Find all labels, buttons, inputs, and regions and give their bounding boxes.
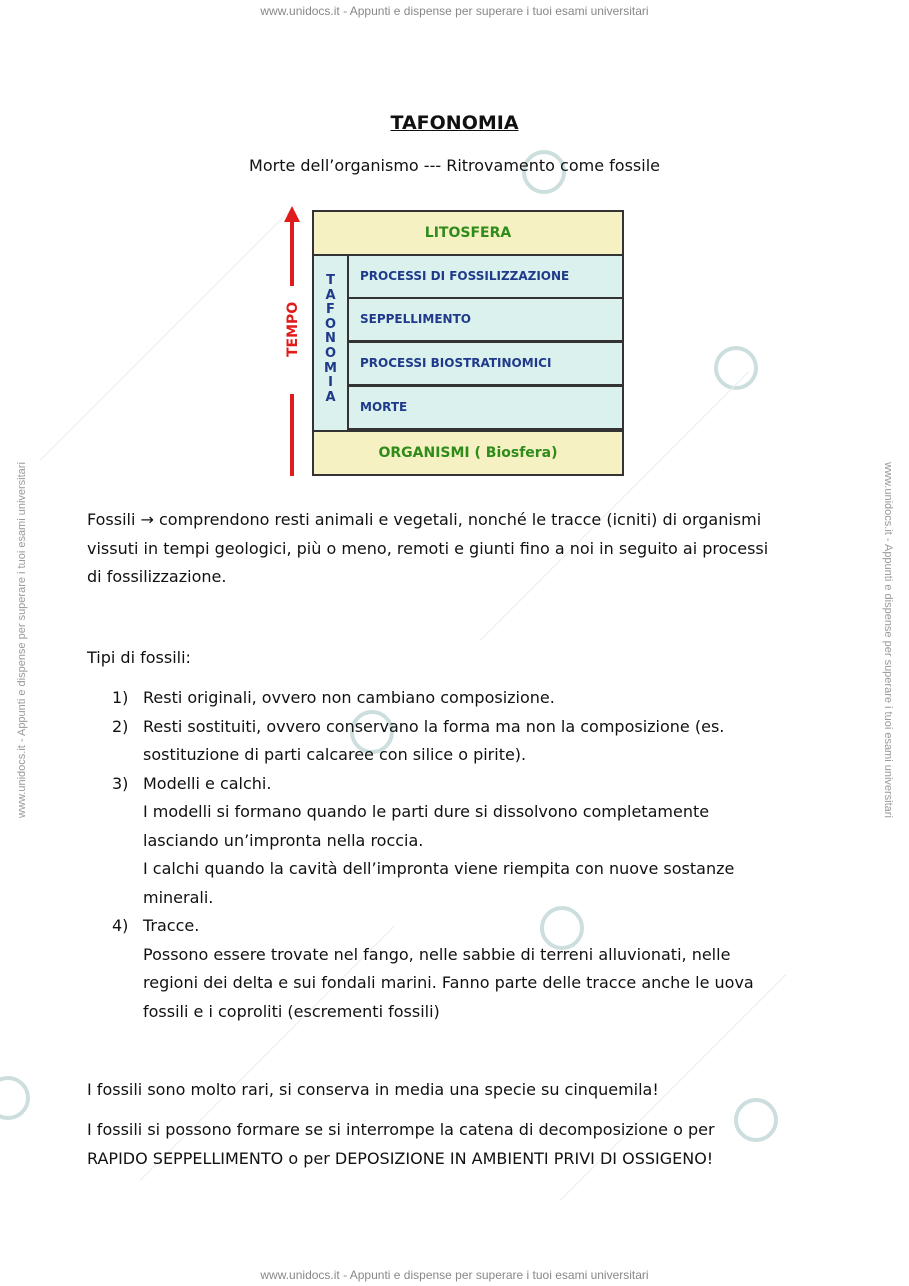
watermark-top: www.unidocs.it - Appunti e dispense per superare i tuoi esami universitari <box>260 4 649 18</box>
row-seppellimento <box>347 297 624 342</box>
text-line: vissuti in tempi geologici, più o meno, remoti e giunti fino a noi in seguito ai processi <box>87 538 769 558</box>
row-morte <box>347 385 624 430</box>
list-line: sostituzione di parti calcaree con silice o pirite). <box>143 745 527 764</box>
tafonomia-column <box>312 254 349 432</box>
litosfera-box <box>312 210 624 256</box>
list-line: Tracce. <box>143 916 200 935</box>
list-line: Modelli e calchi. <box>143 773 272 793</box>
rari-paragraph: I fossili sono molto rari, si conserva in media una specie su cinquemila! <box>87 1080 659 1099</box>
fossili-definition <box>87 506 827 592</box>
text-line: I fossili si possono formare se si interrompe la catena di decomposizione o per <box>87 1120 715 1139</box>
list-line: regioni dei delta e sui fondali marini. Fanno parte delle tracce anche le uova <box>143 973 754 992</box>
row-label: SEPPELLIMENTO <box>360 312 471 326</box>
row-label: PROCESSI BIOSTRATINOMICI <box>360 356 552 370</box>
watermark-left: www.unidocs.it - Appunti e dispense per superare i tuoi esami universitari <box>16 462 28 818</box>
tafonomia-letter: M <box>324 360 337 376</box>
row-label: MORTE <box>360 400 408 414</box>
tempo-label: TEMPO <box>285 301 301 357</box>
list-line: I modelli si formano quando le parti dure si dissolvono completamente <box>143 802 710 821</box>
organismi-label: ORGANISMI ( Biosfera) <box>378 445 558 461</box>
list-number: 3) <box>112 773 129 793</box>
list-line: Possono essere trovate nel fango, nelle sabbie di terreni alluvionati, nelle <box>143 944 731 964</box>
list-item <box>112 684 812 713</box>
row-label: PROCESSI DI FOSSILIZZAZIONE <box>360 269 570 283</box>
tafonomia-letter: O <box>324 316 337 332</box>
tafonomia-letter: O <box>324 345 337 361</box>
row-fossilizzazione <box>347 254 624 299</box>
text-line: di fossilizzazione. <box>87 567 227 586</box>
formazione-paragraph <box>87 1116 827 1173</box>
watermark-line <box>40 206 295 461</box>
row-biostratinomici <box>347 341 624 386</box>
list-number: 2) <box>112 716 129 736</box>
tafonomia-letter: A <box>325 287 336 303</box>
text-line: RAPIDO SEPPELLIMENTO o per DEPOSIZIONE IN AMBIENTI PRIVI DI OSSIGENO! <box>87 1148 714 1168</box>
list-item <box>112 713 812 770</box>
page-title: TAFONOMIA <box>390 112 519 134</box>
organismi-box <box>312 430 624 476</box>
tafonomia-letter: T <box>326 273 335 288</box>
watermark-bottom: www.unidocs.it - Appunti e dispense per superare i tuoi esami universitari <box>260 1268 649 1282</box>
watermark-right: www.unidocs.it - Appunti e dispense per superare i tuoi esami universitari <box>882 462 894 818</box>
list-line: I calchi quando la cavità dell’impronta viene riempita con nuove sostanze <box>143 859 735 878</box>
arrow-up-icon <box>284 206 300 222</box>
unidocs-logo-icon <box>0 1076 30 1120</box>
list-line: minerali. <box>143 887 214 907</box>
list-line: Resti originali, ovvero non cambiano composizione. <box>143 688 555 707</box>
page-subtitle: Morte dell’organismo --- Ritrovamento come fossile <box>249 156 660 175</box>
list-number: 1) <box>112 688 129 707</box>
list-number: 4) <box>112 916 129 935</box>
tafonomia-letter: N <box>325 331 336 347</box>
list-item <box>112 770 812 913</box>
tafonomia-diagram <box>282 206 626 478</box>
tafonomia-letter: I <box>328 375 333 391</box>
text-line: Fossili → comprendono resti animali e vegetali, nonché le tracce (icniti) di organismi <box>87 510 762 529</box>
tafonomia-letter: A <box>325 389 336 405</box>
list-line: lasciando un’impronta nella roccia. <box>143 830 424 850</box>
tipi-heading: Tipi di fossili: <box>87 648 191 667</box>
tafonomia-letter: F <box>326 302 335 318</box>
list-line: Resti sostituiti, ovvero conservano la forma ma non la composizione (es. <box>143 716 725 736</box>
list-item <box>112 912 812 1026</box>
list-line: fossili e i coproliti (escrementi fossili) <box>143 1001 440 1021</box>
tipi-list <box>112 684 812 1026</box>
tafonomia-vertical-label <box>314 274 347 405</box>
litosfera-label: LITOSFERA <box>424 225 512 241</box>
